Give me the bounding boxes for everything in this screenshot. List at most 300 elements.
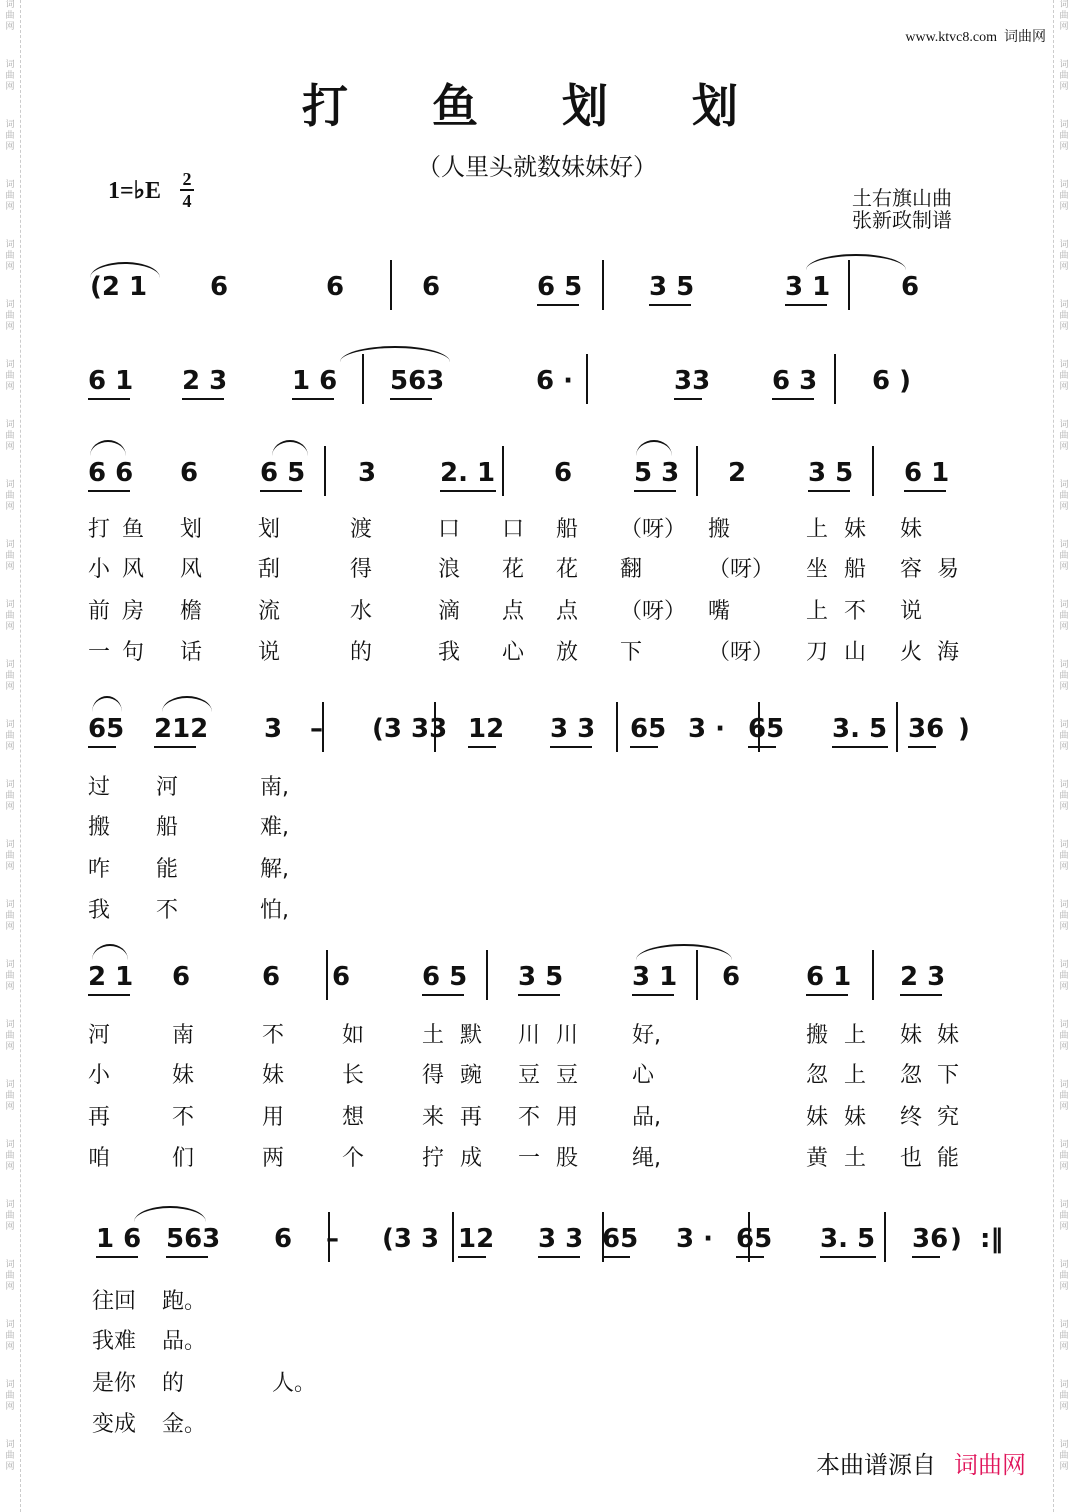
watermark-text: 词 曲 网	[5, 720, 15, 752]
lyric-syllable: 鱼	[122, 517, 145, 542]
note-group: (3 3	[382, 1224, 440, 1254]
slur-mark	[340, 346, 450, 362]
slur-mark	[90, 440, 126, 456]
barline	[896, 702, 898, 752]
watermark-text: 词 曲 网	[1059, 1320, 1069, 1352]
lyric-syllable: 忽	[900, 1063, 923, 1088]
watermark-text: 词 曲 网	[1059, 420, 1069, 452]
lyric-syllable: 句	[122, 640, 145, 665]
lyric-syllable: 不	[518, 1105, 541, 1130]
beam-underline	[260, 490, 302, 492]
note-group: )	[950, 1224, 962, 1254]
beam-underline	[422, 994, 464, 996]
lyric-syllable: 得	[422, 1063, 445, 1088]
lyric-syllable: 的	[162, 1371, 185, 1396]
lyric-syllable: 滴	[438, 599, 461, 624]
watermark-text: 词 曲 网	[5, 240, 15, 272]
lyric-syllable: 成	[460, 1146, 483, 1171]
barline	[452, 1212, 454, 1262]
watermark-text: 词 曲 网	[5, 1140, 15, 1172]
lyric-syllable: 想	[342, 1105, 365, 1130]
lyric-syllable: 是你	[92, 1371, 137, 1396]
watermark-text: 词 曲 网	[1059, 360, 1069, 392]
lyric-syllable: 下	[620, 640, 643, 665]
note-group: 65	[736, 1224, 773, 1254]
lyric-syllable: 品,	[632, 1105, 661, 1130]
slur-mark	[162, 696, 212, 712]
watermark-text: 词 曲 网	[1059, 600, 1069, 632]
lyric-syllable: 跑。	[162, 1289, 207, 1314]
watermark-text: 词 曲 网	[5, 1080, 15, 1112]
lyric-syllable: 南	[172, 1023, 195, 1048]
note-group: 33	[674, 366, 711, 396]
lyric-syllable: 豆	[556, 1063, 579, 1088]
beam-underline	[458, 1256, 486, 1258]
watermark-text: 词 曲 网	[1059, 120, 1069, 152]
slur-mark	[92, 696, 122, 712]
barline	[586, 354, 588, 404]
lyric-syllable: 妹	[844, 517, 867, 542]
credit-arranger: 张新政制谱	[852, 208, 952, 232]
lyric-syllable: 究	[937, 1105, 960, 1130]
watermark-text: 词 曲 网	[1059, 1260, 1069, 1292]
lyric-syllable: 下	[937, 1063, 960, 1088]
beam-underline	[820, 1256, 876, 1258]
watermark-text: 词 曲 网	[1059, 720, 1069, 752]
watermark-text: 词 曲 网	[1059, 780, 1069, 812]
note-group: 3 1	[785, 272, 831, 302]
beam-underline	[832, 746, 888, 748]
lyric-syllable: 上	[806, 599, 829, 624]
lyric-syllable: 风	[180, 557, 203, 582]
note-group: 2. 1	[440, 458, 496, 488]
watermark-text: 词 曲 网	[1059, 0, 1069, 32]
lyric-syllable: 绳,	[632, 1146, 661, 1171]
watermark-text: 词 曲 网	[1059, 1020, 1069, 1052]
lyric-syllable: 搬	[806, 1023, 829, 1048]
lyric-syllable: 往回	[92, 1289, 137, 1314]
lyric-syllable: 怕,	[260, 898, 289, 923]
note-group: 6	[422, 272, 441, 302]
note-group: 6	[172, 962, 191, 992]
watermark-text: 词 曲 网	[5, 120, 15, 152]
beam-underline	[88, 746, 116, 748]
barline	[324, 446, 326, 496]
beam-underline	[602, 1256, 630, 1258]
time-signature: 2 4	[180, 170, 194, 210]
note-group: 6 )	[872, 366, 912, 396]
watermark-text: 词 曲 网	[5, 1200, 15, 1232]
barline	[884, 1212, 886, 1262]
note-group: 36	[912, 1224, 949, 1254]
lyric-syllable: 打	[88, 517, 111, 542]
lyric-syllable: 划	[180, 517, 203, 542]
watermark-text: 词 曲 网	[5, 360, 15, 392]
lyric-syllable: 点	[502, 599, 525, 624]
beam-underline	[538, 1256, 580, 1258]
barline	[616, 702, 618, 752]
watermark-text: 词 曲 网	[1059, 900, 1069, 932]
watermark-text: 词 曲 网	[5, 900, 15, 932]
lyric-syllable: 翻	[620, 557, 643, 582]
lyric-syllable: 咱	[88, 1146, 111, 1171]
lyric-syllable: 个	[342, 1146, 365, 1171]
lyric-syllable: 咋	[88, 857, 111, 882]
watermark-text: 词 曲 网	[5, 600, 15, 632]
lyric-syllable: 划	[258, 517, 281, 542]
slur-mark	[272, 440, 308, 456]
lyric-syllable: 放	[556, 640, 579, 665]
lyric-syllable: 花	[556, 557, 579, 582]
beam-underline	[912, 1256, 940, 1258]
lyric-syllable: 再	[88, 1105, 111, 1130]
lyric-syllable: 妹	[172, 1063, 195, 1088]
lyric-syllable: 股	[556, 1146, 579, 1171]
lyric-syllable: 长	[342, 1063, 365, 1088]
barline	[696, 446, 698, 496]
lyric-syllable: 刮	[258, 557, 281, 582]
note-group: 6 6	[88, 458, 134, 488]
lyric-syllable: （呀）	[708, 557, 775, 582]
lyric-syllable: 黄	[806, 1146, 829, 1171]
note-group: 65	[748, 714, 785, 744]
credit-origin: 土右旗山曲	[852, 186, 952, 210]
watermark-text: 词 曲 网	[1059, 960, 1069, 992]
note-group: 1 6	[96, 1224, 142, 1254]
note-group: 3. 5	[820, 1224, 876, 1254]
lyric-syllable: 过	[88, 775, 111, 800]
lyric-syllable: （呀）	[620, 599, 687, 624]
note-group: 6 ·	[536, 366, 574, 396]
lyric-syllable: 容	[900, 557, 923, 582]
beam-underline	[785, 304, 827, 306]
beam-underline	[550, 746, 592, 748]
note-group: 6 3	[772, 366, 818, 396]
note-group: 65	[88, 714, 125, 744]
lyric-syllable: 我难	[92, 1329, 137, 1354]
lyric-syllable: 前	[88, 599, 111, 624]
note-group: –	[310, 714, 323, 744]
note-group: )	[958, 714, 970, 744]
lyric-syllable: 两	[262, 1146, 285, 1171]
lyric-syllable: 上	[806, 517, 829, 542]
lyric-syllable: 能	[156, 857, 179, 882]
lyric-syllable: 终	[900, 1105, 923, 1130]
beam-underline	[292, 398, 334, 400]
lyric-syllable: 的	[350, 640, 373, 665]
note-group: 2	[728, 458, 747, 488]
note-group: 12	[458, 1224, 495, 1254]
lyric-syllable: 小	[88, 1063, 111, 1088]
watermark-text: 词 曲 网	[5, 1320, 15, 1352]
note-group: 3 ·	[676, 1224, 714, 1254]
watermark-text: 词 曲 网	[5, 1260, 15, 1292]
watermark-text: 词 曲 网	[5, 180, 15, 212]
lyric-syllable: 浪	[438, 557, 461, 582]
beam-underline	[634, 490, 676, 492]
note-group: 6	[901, 272, 920, 302]
slur-mark	[90, 262, 160, 278]
lyric-syllable: 檐	[180, 599, 203, 624]
watermark-text: 词 曲 网	[5, 1440, 15, 1472]
note-group: 5 3	[634, 458, 680, 488]
lyric-syllable: 山	[844, 640, 867, 665]
slur-mark	[636, 440, 672, 456]
lyric-syllable: 川	[518, 1023, 541, 1048]
beam-underline	[806, 994, 848, 996]
lyric-syllable: 搬	[708, 517, 731, 542]
beam-underline	[468, 746, 496, 748]
lyric-syllable: 点	[556, 599, 579, 624]
watermark-text: 词 曲 网	[5, 60, 15, 92]
beam-underline	[904, 490, 946, 492]
slur-mark	[636, 944, 732, 960]
site-url[interactable]: www.ktvc8.com 词曲网	[905, 30, 1046, 45]
beam-underline	[537, 304, 579, 306]
watermark-text: 词 曲 网	[5, 660, 15, 692]
note-group: (3 33	[372, 714, 448, 744]
beam-underline	[772, 398, 814, 400]
note-group: 12	[468, 714, 505, 744]
lyric-syllable: 南,	[260, 775, 289, 800]
beam-underline	[154, 746, 196, 748]
barline	[872, 446, 874, 496]
barline	[502, 446, 504, 496]
note-group: 6 5	[260, 458, 306, 488]
note-group: 3 3	[550, 714, 596, 744]
watermark-text: 词 曲 网	[5, 1020, 15, 1052]
beam-underline	[674, 398, 702, 400]
lyric-syllable: 刀	[806, 640, 829, 665]
lyric-syllable: 默	[460, 1023, 483, 1048]
lyric-syllable: 河	[88, 1023, 111, 1048]
note-group: 2 3	[900, 962, 946, 992]
lyric-syllable: 如	[342, 1023, 365, 1048]
lyric-syllable: 变成	[92, 1412, 137, 1437]
lyric-syllable: 火	[900, 640, 923, 665]
lyric-syllable: 渡	[350, 517, 373, 542]
lyric-syllable: 海	[937, 640, 960, 665]
lyric-syllable: 心	[632, 1063, 655, 1088]
lyric-syllable: 不	[262, 1023, 285, 1048]
lyric-syllable: 妹	[937, 1023, 960, 1048]
note-group: 3 5	[518, 962, 564, 992]
lyric-syllable: （呀）	[620, 517, 687, 542]
lyric-syllable: 忽	[806, 1063, 829, 1088]
lyric-syllable: 拧	[422, 1146, 445, 1171]
lyric-syllable: 心	[502, 640, 525, 665]
lyric-syllable: 小	[88, 557, 111, 582]
note-group: 3 5	[649, 272, 695, 302]
lyric-syllable: 再	[460, 1105, 483, 1130]
lyric-syllable: 我	[88, 898, 111, 923]
lyric-syllable: 能	[937, 1146, 960, 1171]
note-group: :‖	[980, 1224, 1004, 1254]
lyric-syllable: 说	[258, 640, 281, 665]
watermark-text: 词 曲 网	[5, 0, 15, 32]
slur-mark	[92, 944, 128, 960]
beam-underline	[166, 1256, 208, 1258]
note-group: 3. 5	[832, 714, 888, 744]
lyric-syllable: 口	[438, 517, 461, 542]
lyric-syllable: 不	[844, 599, 867, 624]
lyric-syllable: 房	[122, 599, 145, 624]
lyric-syllable: 花	[502, 557, 525, 582]
lyric-syllable: 土	[844, 1146, 867, 1171]
lyric-syllable: 妹	[900, 517, 923, 542]
lyric-syllable: 妹	[844, 1105, 867, 1130]
lyric-syllable: 土	[422, 1023, 445, 1048]
beam-underline	[88, 490, 130, 492]
watermark-text: 词 曲 网	[1059, 180, 1069, 212]
beam-underline	[88, 398, 130, 400]
note-group: 6 5	[537, 272, 583, 302]
note-group: 2 1	[88, 962, 134, 992]
beam-underline	[518, 994, 560, 996]
left-watermark-strip	[0, 0, 21, 1512]
beam-underline	[632, 994, 674, 996]
lyric-syllable: 用	[556, 1105, 579, 1130]
slur-mark	[134, 1206, 206, 1222]
barline	[872, 950, 874, 1000]
beam-underline	[88, 994, 130, 996]
watermark-text: 词 曲 网	[1059, 840, 1069, 872]
right-watermark-strip	[1053, 0, 1074, 1512]
lyric-syllable: 豆	[518, 1063, 541, 1088]
lyric-syllable: 上	[844, 1063, 867, 1088]
lyric-syllable: 水	[350, 599, 373, 624]
note-group: 6 5	[422, 962, 468, 992]
note-group: 6	[332, 962, 351, 992]
note-group: 6	[262, 962, 281, 992]
lyric-syllable: 不	[156, 898, 179, 923]
note-group: 6	[326, 272, 345, 302]
watermark-text: 词 曲 网	[1059, 540, 1069, 572]
note-group: 6	[722, 962, 741, 992]
note-group: 65	[602, 1224, 639, 1254]
lyric-syllable: 人。	[272, 1371, 317, 1396]
source-footer[interactable]: 本曲谱源自 词曲网	[816, 1451, 1026, 1479]
slur-mark	[806, 254, 906, 270]
note-group: 6 1	[904, 458, 950, 488]
beam-underline	[649, 304, 691, 306]
lyric-syllable: 船	[156, 815, 179, 840]
watermark-text: 词 曲 网	[5, 540, 15, 572]
lyric-syllable: 船	[556, 517, 579, 542]
lyric-syllable: 话	[180, 640, 203, 665]
watermark-text: 词 曲 网	[1059, 660, 1069, 692]
note-group: 65	[630, 714, 667, 744]
note-group: –	[326, 1224, 339, 1254]
lyric-syllable: 川	[556, 1023, 579, 1048]
beam-underline	[440, 490, 496, 492]
lyric-syllable: 好,	[632, 1023, 661, 1048]
lyric-syllable: 豌	[460, 1063, 483, 1088]
lyric-syllable: 品。	[162, 1329, 207, 1354]
barline	[486, 950, 488, 1000]
lyric-syllable: 一	[518, 1146, 541, 1171]
watermark-text: 词 曲 网	[1059, 1200, 1069, 1232]
lyric-syllable: 一	[88, 640, 111, 665]
note-group: 6	[554, 458, 573, 488]
lyric-syllable: 风	[122, 557, 145, 582]
beam-underline	[96, 1256, 138, 1258]
lyric-syllable: 坐	[806, 557, 829, 582]
note-group: 2 3	[182, 366, 228, 396]
song-subtitle: （人里头就数妹妹好）	[417, 153, 657, 181]
lyric-syllable: 也	[900, 1146, 923, 1171]
lyric-syllable: 们	[172, 1146, 195, 1171]
note-group: 3 5	[808, 458, 854, 488]
watermark-text: 词 曲 网	[1059, 300, 1069, 332]
note-group: 6	[274, 1224, 293, 1254]
watermark-text: 词 曲 网	[5, 300, 15, 332]
beam-underline	[908, 746, 936, 748]
watermark-text: 词 曲 网	[1059, 1140, 1069, 1172]
note-group: 3 ·	[688, 714, 726, 744]
beam-underline	[808, 490, 850, 492]
note-group: 36	[908, 714, 945, 744]
lyric-syllable: 船	[844, 557, 867, 582]
lyric-syllable: 金。	[162, 1412, 207, 1437]
watermark-text: 词 曲 网	[1059, 1440, 1069, 1472]
note-group: 212	[154, 714, 209, 744]
note-group: 1 6	[292, 366, 338, 396]
barline	[326, 950, 328, 1000]
lyric-syllable: 得	[350, 557, 373, 582]
note-group: 563	[390, 366, 445, 396]
lyric-syllable: 用	[262, 1105, 285, 1130]
lyric-syllable: 说	[900, 599, 923, 624]
note-group: 6	[210, 272, 229, 302]
lyric-syllable: 口	[502, 517, 525, 542]
beam-underline	[390, 398, 432, 400]
lyric-syllable: 妹	[806, 1105, 829, 1130]
lyric-syllable: 嘴	[708, 599, 731, 624]
lyric-syllable: 搬	[88, 815, 111, 840]
beam-underline	[630, 746, 658, 748]
note-group: 3	[264, 714, 283, 744]
beam-underline	[736, 1256, 764, 1258]
beam-underline	[900, 994, 942, 996]
watermark-text: 词 曲 网	[1059, 480, 1069, 512]
lyric-syllable: 上	[844, 1023, 867, 1048]
beam-underline	[182, 398, 224, 400]
beam-underline	[748, 746, 776, 748]
watermark-text: 词 曲 网	[5, 480, 15, 512]
lyric-syllable: 难,	[260, 815, 289, 840]
lyric-syllable: 妹	[262, 1063, 285, 1088]
watermark-text: 词 曲 网	[1059, 240, 1069, 272]
watermark-text: 词 曲 网	[5, 1380, 15, 1412]
key-signature: 1=♭E	[108, 178, 162, 204]
note-group: 6 1	[806, 962, 852, 992]
lyric-syllable: 解,	[260, 857, 289, 882]
lyric-syllable: 来	[422, 1105, 445, 1130]
watermark-text: 词 曲 网	[1059, 60, 1069, 92]
watermark-text: 词 曲 网	[5, 840, 15, 872]
barline	[390, 260, 392, 310]
watermark-text: 词 曲 网	[1059, 1380, 1069, 1412]
watermark-text: 词 曲 网	[5, 420, 15, 452]
barline	[602, 260, 604, 310]
barline	[834, 354, 836, 404]
note-group: 3	[358, 458, 377, 488]
song-title: 打 鱼 划 划	[301, 79, 773, 133]
note-group: 563	[166, 1224, 221, 1254]
note-group: 6 1	[88, 366, 134, 396]
watermark-text: 词 曲 网	[5, 960, 15, 992]
